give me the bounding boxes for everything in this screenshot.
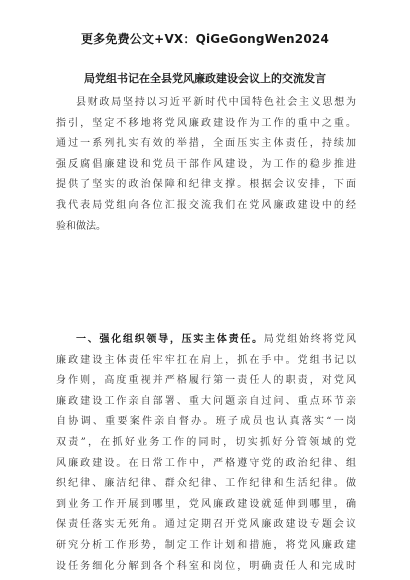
paragraph-line: 风廉政建设。在日常工作中，严格遵守党的政治纪律、组 (56, 457, 356, 469)
section-heading: 一、强化组织领导，压实主体责任。 (76, 334, 264, 345)
paragraph-section-one (56, 330, 356, 577)
paragraph-line: 指引，坚定不移地将党风廉政建设作为工作的重中之重。 (56, 117, 356, 129)
paragraph-line: 廉政建设工作亲自部署、重大问题亲自过问、重点环节亲 (56, 395, 356, 407)
paragraph-line: 廉政建设主体责任牢牢扛在肩上，抓在手中。党组书记以 (56, 354, 356, 366)
paragraph-line: 研究分析工作形势，制定工作计划和措施，将党风廉政建 (56, 539, 356, 551)
paragraph-line: 提供了坚实的政治保障和纪律支撑。根据会议安排，下面 (56, 179, 356, 191)
page-title: 局党组书记在全县党风廉政建设会议上的交流发言 (84, 72, 326, 85)
section-heading-continuation: 局党组始终将党风 (263, 334, 356, 345)
paragraph-line: 身作则，高度重视并严格履行第一责任人的职责，对党风 (56, 375, 356, 387)
paragraph-line: 自协调、重要案件亲自督办。班子成员也认真落实“一岗 (56, 416, 356, 428)
paragraph-line: 县财政局坚持以习近平新时代中国特色社会主义思想为 (76, 97, 356, 108)
paragraph-line: 通过一系列扎实有效的举措，全面压实主体责任，持续加 (56, 138, 356, 150)
paragraph-line: 织纪律、廉洁纪律、群众纪律、工作纪律和生活纪律。做 (56, 478, 356, 490)
paragraph-intro (56, 93, 356, 237)
paragraph-line: 强反腐倡廉建设和党员干部作风建设，为工作的稳步推进 (56, 158, 356, 170)
paragraph-line (56, 330, 356, 351)
paragraph-line: 到业务工作开展到哪里，党风廉政建设就延伸到哪里，确 (56, 498, 356, 510)
paragraph-line: 设任务细化分解到各个科室和岗位，明确责任人和完成时 (56, 560, 356, 572)
paragraph-line: 验和做法。 (56, 220, 106, 232)
watermark-header: 更多免费公文+VX：QiGeGongWen2024 (80, 32, 329, 46)
paragraph-line: 保责任落实无死角。通过定期召开党风廉政建设专题会议 (56, 519, 356, 531)
paragraph-line: 我代表局党组向各位汇报交流我们在党风廉政建设中的经 (56, 199, 356, 211)
paragraph-line: 双责”，在抓好业务工作的同时，切实抓好分管领域的党 (56, 436, 356, 448)
